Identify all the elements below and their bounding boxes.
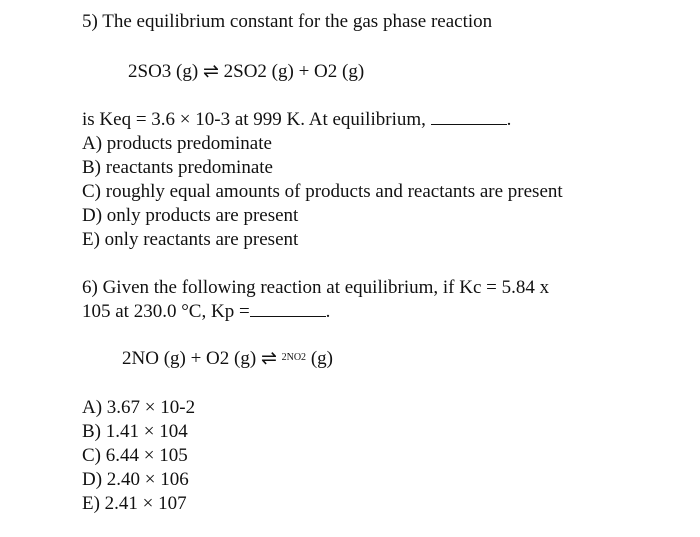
- q5-equation: [128, 61, 364, 83]
- q6-eq-left: 2NO (g) + O2 (g): [122, 348, 257, 369]
- equilibrium-arrow-icon: ⇌: [202, 61, 219, 82]
- q5-stem-end: .: [506, 109, 512, 130]
- q6-eq-state: (g): [310, 348, 333, 369]
- q6-prompt-end: .: [325, 301, 331, 322]
- q6-option-b: B) 1.41 × 104: [82, 421, 188, 442]
- q5-option-c: C) roughly equal amounts of products and reactants are present: [82, 181, 563, 202]
- q5-eq-right: 2SO2 (g) + O2 (g): [223, 61, 365, 82]
- q5-stem-text: is Keq = 3.6 × 10-3 at 999 K. At equilibrium,: [82, 109, 426, 130]
- q5-option-d: D) only products are present: [82, 205, 299, 226]
- equilibrium-arrow-icon: ⇌: [260, 348, 277, 369]
- q6-equation: [122, 347, 333, 370]
- q6-option-e: E) 2.41 × 107: [82, 493, 187, 514]
- q5-stem: [82, 109, 511, 131]
- q5-option-b: B) reactants predominate: [82, 157, 273, 178]
- q6-option-c: C) 6.44 × 105: [82, 445, 188, 466]
- answer-blank: [250, 302, 326, 317]
- q6-prompt-line2: [82, 301, 330, 323]
- q5-option-e: E) only reactants are present: [82, 229, 299, 250]
- q6-prompt-line1: 6) Given the following reaction at equilibrium, if Kc = 5.84 x: [82, 277, 550, 298]
- q5-option-a: A) products predominate: [82, 133, 272, 154]
- q6-eq-product: 2NO2: [281, 352, 307, 363]
- answer-blank: [431, 110, 507, 125]
- q6-option-a: A) 3.67 × 10-2: [82, 397, 196, 418]
- q5-eq-left: 2SO3 (g): [128, 61, 199, 82]
- q6-option-d: D) 2.40 × 106: [82, 469, 189, 490]
- q6-prompt-text: 105 at 230.0 °C, Kp =: [82, 301, 250, 322]
- q5-prompt: 5) The equilibrium constant for the gas phase reaction: [82, 11, 493, 32]
